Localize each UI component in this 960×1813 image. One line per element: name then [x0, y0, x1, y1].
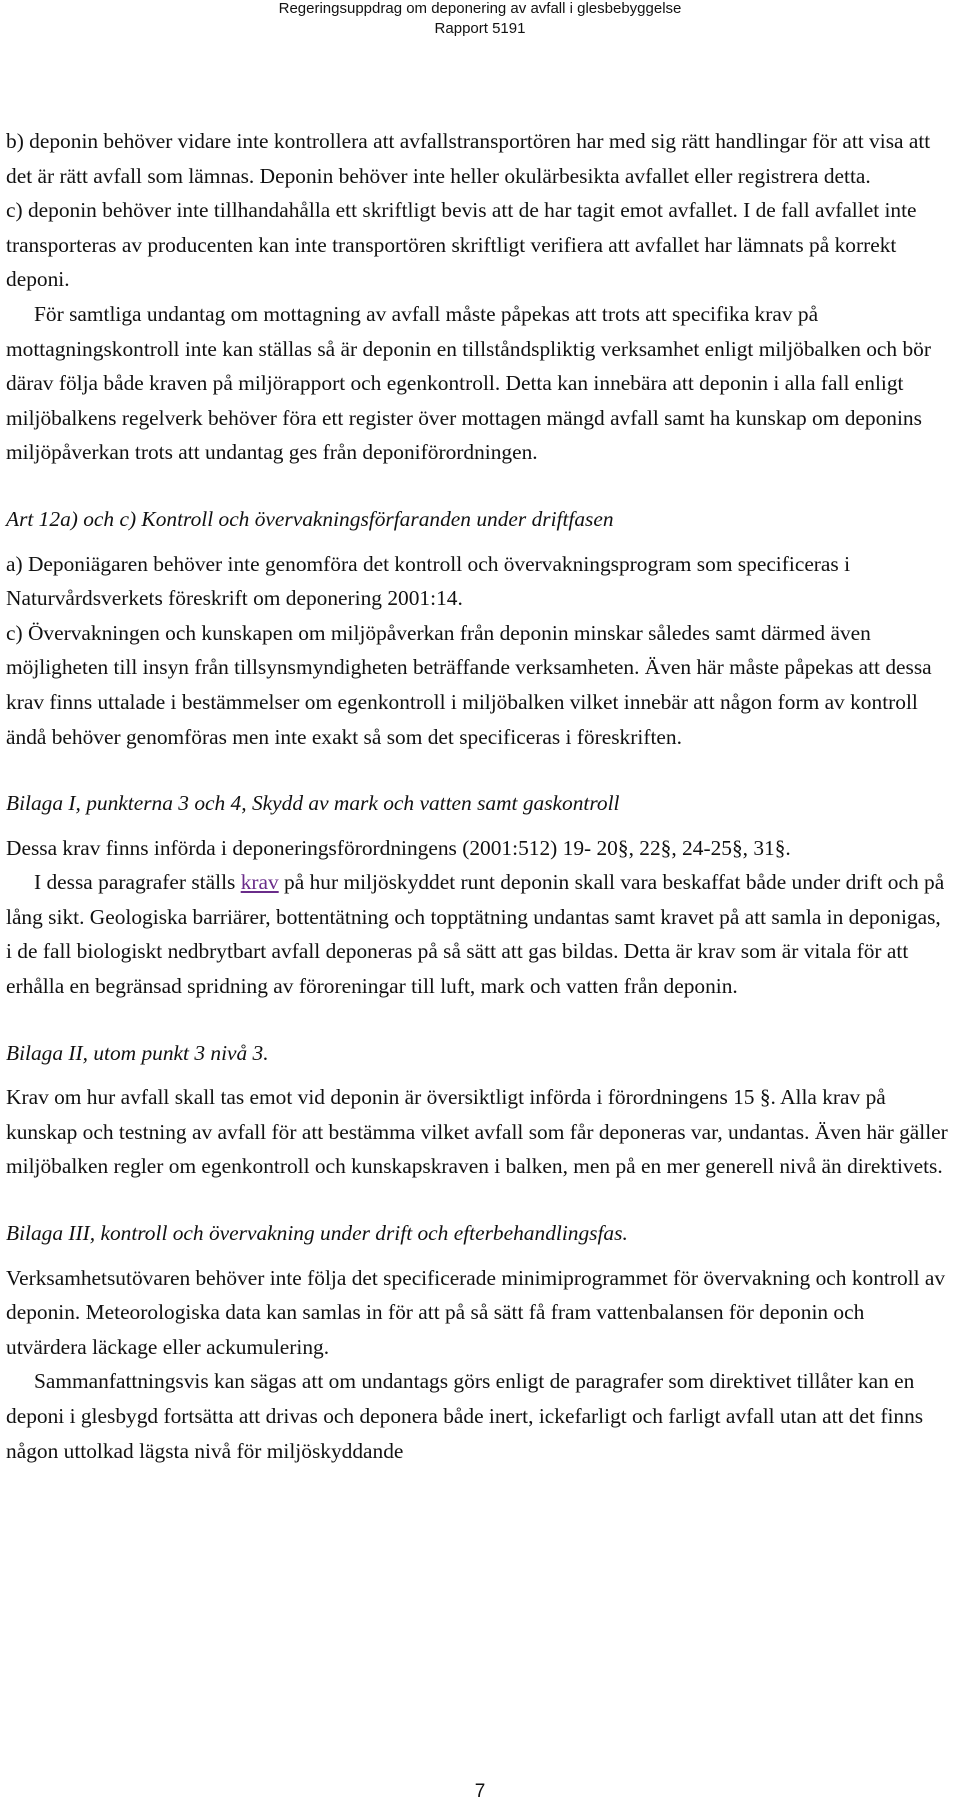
- paragraph-c: c) deponin behöver inte tillhandahålla ett skriftligt bevis att de har tagit emot avfallet. I de fall avfallet inte transporteras av producenten kan inte transportören skriftligt verifiera att avfallet har lämnats på korrekt deponi.: [6, 198, 917, 292]
- krav-link[interactable]: krav: [240, 870, 279, 895]
- paragraph-art12-c: c) Övervakningen och kunskapen om miljöpåverkan från deponin minskar således samt därmed även möjligheten till insyn från tillsynsmyndigheten beträffande verksamheten. Även här måste påpekas att dessa krav finns uttalade i bestämmelser om egenkontroll i miljöbalken vilket innebär att någon form av kontroll ändå behöver genomföras men inte exakt så som det specificeras i föreskriften.: [6, 620, 932, 749]
- paragraph-text-before-link: I dessa paragrafer ställs: [34, 870, 241, 895]
- paragraph-bilaga-1-detail: [6, 865, 950, 1003]
- paragraph-art12-a: a) Deponiägaren behöver inte genomföra det kontroll och övervakningsprogram som specificeras i Naturvårdsverkets föreskrift om deponering 2001:14.: [6, 551, 851, 611]
- paragraph-summary: Sammanfattningsvis kan sägas att om undantags görs enligt de paragrafer som direktivet tillåter kan en deponi i glesbygd fortsätta att drivas och deponera både inert, ickefarligt och farligt avfall utan att det finns någon uttolkad lägsta nivå för miljöskyddande: [6, 1369, 924, 1463]
- section-heading-art12: Art 12a) och c) Kontroll och övervakningsförfaranden under driftfasen: [6, 506, 614, 531]
- document-body: [6, 124, 950, 1468]
- paragraph-exceptions-note: För samtliga undantag om mottagning av avfall måste påpekas att trots att specifika krav på mottagningskontroll inte kan ställas så är deponin en tillståndspliktig verksamhet enligt miljöbalken och bör därav följa både kraven på miljörapport och egenkontroll. Detta kan innebära att deponin i alla fall enligt miljöbalkens regelverk behöver föra ett register över mottagen mängd avfall samt ha kunskap om deponins miljöpåverkan trots att undantag ges från deponiförordningen.: [6, 301, 931, 465]
- running-header-title: Regeringsuppdrag om deponering av avfall i glesbebyggelse: [278, 0, 682, 17]
- paragraph-bilaga-2: Krav om hur avfall skall tas emot vid deponin är översiktligt införda i förordningens 15 §. Alla krav på kunskap och testning av avfall för att bestämma vilket avfall som får deponeras var, undantas. Även här gäller miljöbalken regler om egenkontroll och kunskapskraven i balken, men på en mer generell nivå än direktivets.: [6, 1085, 948, 1179]
- paragraph-bilaga-1-refs: Dessa krav finns införda i deponeringsförordningens (2001:512) 19- 20§, 22§, 24-25§, 31§.: [6, 835, 791, 860]
- paragraph-b: b) deponin behöver vidare inte kontrollera att avfallstransportören har med sig rätt handlingar för att visa att det är rätt avfall som lämnas. Deponin behöver inte heller okulärbesikta avfallet eller registrera detta.: [6, 129, 931, 188]
- section-heading-bilaga-1: Bilaga I, punkterna 3 och 4, Skydd av mark och vatten samt gaskontroll: [6, 791, 620, 816]
- section-heading-bilaga-3: Bilaga III, kontroll och övervakning under drift och efterbehandlingsfas.: [6, 1221, 628, 1246]
- page-number: 7: [474, 1781, 486, 1802]
- paragraph-bilaga-3: Verksamhetsutövaren behöver inte följa det specificerade minimiprogrammet för övervakning och kontroll av deponin. Meteorologiska data kan samlas in för att på så sätt få fram vattenbalansen för deponin och utvärdera läckage eller ackumulering.: [6, 1265, 946, 1359]
- paragraph-text-after-link: på hur miljöskyddet runt deponin skall vara beskaffat både under drift och på lång sikt. Geologiska barriärer, bottentätning och topptätning undantas samt kravet på att samla in deponigas, i de fall biologiskt nedbrytbart avfall deponeras på så sätt att gas bildas. Detta är krav som är vitala för att erhålla en begränsad spridning av föroreningar till luft, mark och vatten från deponin.: [6, 870, 945, 999]
- section-heading-bilaga-2: Bilaga II, utom punkt 3 nivå 3.: [6, 1040, 269, 1065]
- running-header-report: Rapport 5191: [434, 20, 526, 37]
